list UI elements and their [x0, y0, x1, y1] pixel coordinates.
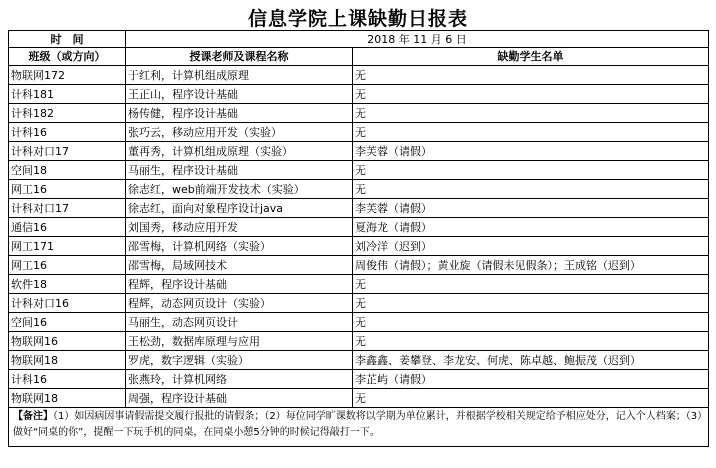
- class-cell: 网工171: [9, 237, 126, 256]
- class-cell: 计科182: [9, 104, 126, 123]
- note-text: （1）如因病因事请假需提交履行报批的请假条；（2）每位同学旷课数将以学期为单位累计，并根据学校相关规定给予相应处分，记入个人档案；（3）做好“同桌的你”，提醒一下玩手机的同桌，在同桌小憩5分钟的时候记得敲打一下。: [13, 411, 703, 438]
- class-cell: 计科181: [9, 85, 126, 104]
- teacher-course-cell: 张巧云，移动应用开发（实验）: [126, 123, 353, 142]
- absent-cell: 无: [353, 104, 709, 123]
- table-row: [9, 313, 709, 332]
- teacher-course-cell: 程辉，程序设计基础: [126, 275, 353, 294]
- report-title: 信息学院上课缺勤日报表: [247, 8, 468, 30]
- table-row: [9, 294, 709, 313]
- absent-cell: 李鑫鑫、姜攀登、李龙安、何虎、陈卓越、鲍振茂（迟到）: [353, 351, 709, 370]
- absent-cell: 刘冷洋（迟到）: [353, 237, 709, 256]
- absent-cell: 无: [353, 275, 709, 294]
- teacher-course-cell: 周强，程序设计基础: [126, 389, 353, 408]
- absent-cell: 周俊伟（请假）；黄业旋（请假未见假条）；王成铭（迟到）: [353, 256, 709, 275]
- absent-cell: 无: [353, 66, 709, 85]
- note-row: [9, 408, 709, 447]
- teacher-course-cell: 邵雪梅，计算机网络（实验）: [126, 237, 353, 256]
- absent-cell: 无: [353, 313, 709, 332]
- date-label: 时 间: [9, 31, 126, 48]
- header-teacher-course: 授课老师及课程名称: [126, 48, 353, 66]
- teacher-course-cell: 罗虎，数字逻辑（实验）: [126, 351, 353, 370]
- teacher-course-cell: 杨传健，程序设计基础: [126, 104, 353, 123]
- date-row: [9, 31, 709, 48]
- header-class: 班级（或方向）: [9, 48, 126, 66]
- table-row: [9, 104, 709, 123]
- table-row: [9, 123, 709, 142]
- teacher-course-cell: 王正山，程序设计基础: [126, 85, 353, 104]
- class-cell: 物联网18: [9, 351, 126, 370]
- teacher-course-cell: 王松劲，数据库原理与应用: [126, 332, 353, 351]
- class-cell: 空间18: [9, 161, 126, 180]
- absence-table: [8, 30, 709, 447]
- absent-cell: 无: [353, 180, 709, 199]
- absent-cell: 无: [353, 123, 709, 142]
- class-cell: 网工16: [9, 180, 126, 199]
- teacher-course-cell: 于红利，计算机组成原理: [126, 66, 353, 85]
- note-label: 【备注】: [13, 411, 53, 422]
- class-cell: 物联网18: [9, 389, 126, 408]
- class-cell: 计科对口17: [9, 199, 126, 218]
- table-row: [9, 180, 709, 199]
- table-row: [9, 85, 709, 104]
- class-cell: 计科16: [9, 370, 126, 389]
- class-cell: 计科对口17: [9, 142, 126, 161]
- absent-cell: 李芙蓉（请假）: [353, 199, 709, 218]
- teacher-course-cell: 刘国秀，移动应用开发: [126, 218, 353, 237]
- teacher-course-cell: 徐志红，面向对象程序设计java: [126, 199, 353, 218]
- class-cell: 网工16: [9, 256, 126, 275]
- absent-cell: 李芙蓉（请假）: [353, 142, 709, 161]
- table-row: [9, 275, 709, 294]
- class-cell: 空间16: [9, 313, 126, 332]
- header-row: [9, 48, 709, 66]
- table-row: [9, 370, 709, 389]
- teacher-course-cell: 徐志红，web前端开发技术（实验）: [126, 180, 353, 199]
- class-cell: 软件18: [9, 275, 126, 294]
- teacher-course-cell: 马丽生，程序设计基础: [126, 161, 353, 180]
- teacher-course-cell: 邵雪梅，局域网技术: [126, 256, 353, 275]
- class-cell: 计科对口16: [9, 294, 126, 313]
- table-row: [9, 66, 709, 85]
- table-row: [9, 237, 709, 256]
- absent-cell: 李芷屿（请假）: [353, 370, 709, 389]
- absent-cell: 夏海龙（请假）: [353, 218, 709, 237]
- absent-cell: 无: [353, 294, 709, 313]
- class-cell: 物联网16: [9, 332, 126, 351]
- table-row: [9, 389, 709, 408]
- absent-cell: 无: [353, 161, 709, 180]
- teacher-course-cell: 董再秀，计算机组成原理（实验）: [126, 142, 353, 161]
- teacher-course-cell: 程辉，动态网页设计（实验）: [126, 294, 353, 313]
- table-row: [9, 199, 709, 218]
- absent-cell: 无: [353, 85, 709, 104]
- table-row: [9, 142, 709, 161]
- date-value: 2018 年 11 月 6 日: [126, 31, 709, 48]
- class-cell: 物联网172: [9, 66, 126, 85]
- class-cell: 通信16: [9, 218, 126, 237]
- absent-cell: 无: [353, 389, 709, 408]
- table-row: [9, 161, 709, 180]
- note-cell: [9, 408, 709, 447]
- table-row: [9, 256, 709, 275]
- table-row: [9, 332, 709, 351]
- header-absent: 缺勤学生名单: [353, 48, 709, 66]
- class-cell: 计科16: [9, 123, 126, 142]
- table-row: [9, 351, 709, 370]
- absent-cell: 无: [353, 332, 709, 351]
- teacher-course-cell: 张燕玲，计算机网络: [126, 370, 353, 389]
- teacher-course-cell: 马丽生，动态网页设计: [126, 313, 353, 332]
- table-row: [9, 218, 709, 237]
